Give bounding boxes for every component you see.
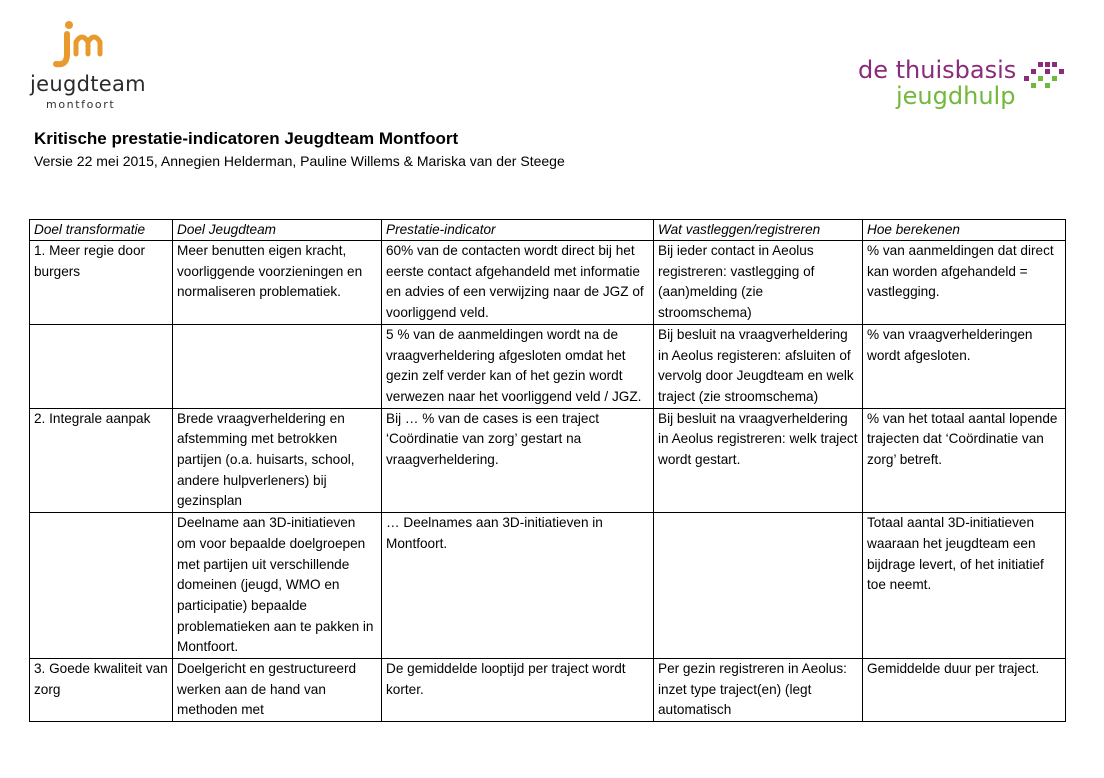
table-cell [30,324,173,408]
jm-mark-icon [52,20,112,72]
header-hoe-berekenen: Hoe berekenen [863,220,1066,241]
table-cell: 1. Meer regie door burgers [30,241,173,325]
table-cell: Meer benutten eigen kracht, voorliggende voorzieningen en normaliseren problematiek. [173,241,382,325]
logo-line2: jeugdhulp [896,82,1016,110]
table-cell: … Deelnames aan 3D-initiatieven in Montfoort. [382,513,654,659]
logo-name: jeugdteam [30,72,146,96]
table-cell: Gemiddelde duur per traject. [863,659,1066,722]
table-cell: % van aanmeldingen dat direct kan worden afgehandeld = vastlegging. [863,241,1066,325]
table-row [30,513,1066,659]
table-cell: Totaal aantal 3D-initiatieven waaraan het jeugdteam een bijdrage levert, of het initiatief toe neemt. [863,513,1066,659]
table-row [30,659,1066,722]
header-wat-vastleggen: Wat vastleggen/registreren [654,220,863,241]
table-cell: Doelgericht en gestructureerd werken aan de hand van methoden met [173,659,382,722]
table-row [30,241,1066,325]
table-cell: Brede vraagverheldering en afstemming met betrokken partijen (o.a. huisarts, school, andere hulpverleners) bij gezinsplan [173,408,382,513]
table-cell: 3. Goede kwaliteit van zorg [30,659,173,722]
table-cell: % van vraagverhelderingen wordt afgesloten. [863,324,1066,408]
table-cell [173,324,382,408]
header-prestatie-indicator: Prestatie-indicator [382,220,654,241]
table-cell: Bij ieder contact in Aeolus registreren: vastlegging of (aan)melding (zie stroomschema) [654,241,863,325]
dot-grid-icon [1018,62,1064,88]
header-doel-jeugdteam: Doel Jeugdteam [173,220,382,241]
table-cell: % van het totaal aantal lopende trajecten dat ‘Coördinatie van zorg’ betreft. [863,408,1066,513]
table-cell [654,513,863,659]
table-row [30,408,1066,513]
table-cell: Bij besluit na vraagverheldering in Aeolus registreren: welk traject wordt gestart. [654,408,863,513]
logo-town: montfoort [46,98,116,111]
table-cell [30,513,173,659]
jeugdteam-logo [30,18,146,111]
header-doel-transformatie: Doel transformatie [30,220,173,241]
table-row [30,324,1066,408]
table-cell: Bij … % van de cases is een traject ‘Coördinatie van zorg’ gestart na vraagverheldering. [382,408,654,513]
indicator-table [29,219,1066,722]
table-cell: Bij besluit na vraagverheldering in Aeolus registeren: afsluiten of vervolg door Jeugdteam en welk traject (zie stroomschema) [654,324,863,408]
table-cell: 5 % van de aanmeldingen wordt na de vraagverheldering afgesloten omdat het gezin zelf verder kan of het gezin wordt verwezen naar het voorliggend veld / JGZ. [382,324,654,408]
table-cell: Deelname aan 3D-initiatieven om voor bepaalde doelgroepen met partijen uit verschillende domeinen (jeugd, WMO en participatie) bepaalde problematieken aan te pakken in Montfoort. [173,513,382,659]
table-cell: De gemiddelde looptijd per traject wordt korter. [382,659,654,722]
document-subtitle: Versie 22 mei 2015, Annegien Helderman, Pauline Willems & Mariska van der Steege [34,153,565,169]
logo-line1: de thuisbasis [858,56,1017,84]
table-cell: 2. Integrale aanpak [30,408,173,513]
table-header-row [30,220,1066,241]
table-cell: 60% van de contacten wordt direct bij het eerste contact afgehandeld met informatie en advies of een verwijzing naar de JGZ of voorliggend veld. [382,241,654,325]
document-title: Kritische prestatie-indicatoren Jeugdteam Montfoort [34,129,459,148]
thuisbasis-logo [858,56,1078,112]
table-cell: Per gezin registreren in Aeolus: inzet type traject(en) (legt automatisch [654,659,863,722]
